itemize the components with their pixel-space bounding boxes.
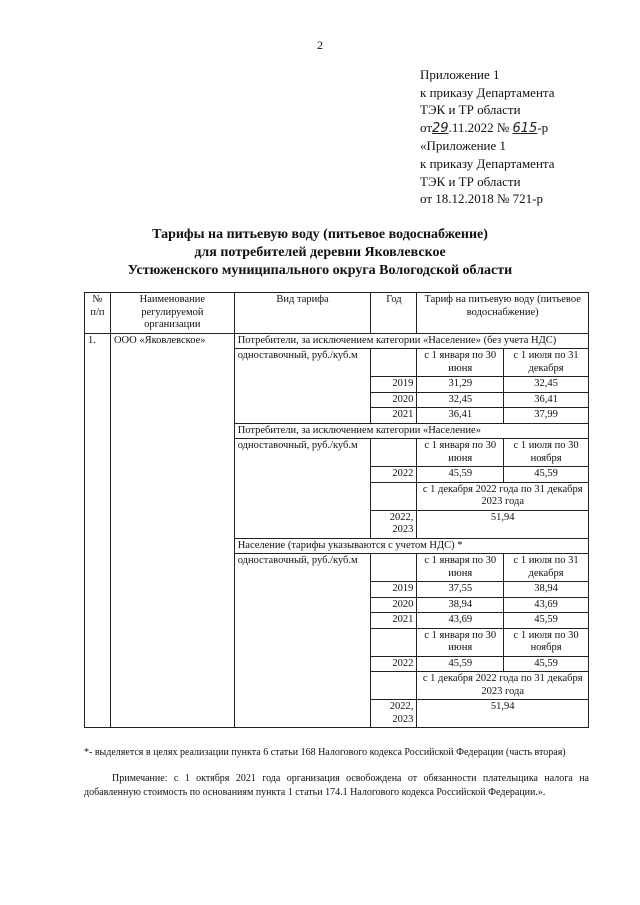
value-cell: 45,59 [504,613,589,629]
order-suffix: -р [537,119,549,135]
value-cell: 43,69 [417,613,504,629]
appendix-line: от 18.12.2018 № 721-р [420,191,543,207]
period-label: с 1 января по 30 июня [417,439,504,467]
appendix-line: Приложение 1 [420,67,500,82]
year-cell: 2021 [371,613,417,629]
header-tariff: Тариф на питьевую воду (питьевое водоснабжение) [417,293,589,334]
order-prefix: от [420,119,433,135]
empty-cell [371,349,417,377]
document-title [0,226,640,280]
empty-cell [371,554,417,582]
tariff-table [84,292,589,728]
tariff-kind: одноставочный, руб./куб.м [234,554,371,728]
handwritten-day: 29 [432,120,449,136]
value-cell: 45,59 [417,467,504,483]
org-name: ООО «Яковлевское» [110,333,234,728]
period-label: с 1 января по 30 июня [417,554,504,582]
year-cell: 2022, 2023 [371,700,417,728]
year-cell: 2020 [371,392,417,408]
value-cell: 51,94 [417,700,589,728]
period-label: с 1 января по 30 июня [417,349,504,377]
value-cell: 45,59 [504,656,589,672]
tariff-kind: одноставочный, руб./куб.м [234,349,371,424]
handwritten-number: 615 [512,120,538,136]
title-line: для потребителей деревни Яковлевское [194,245,446,260]
section-title: Потребители, за исключением категории «Население» [234,423,588,439]
page-number: 2 [317,38,323,52]
appendix-line: к приказу Департамента [420,84,555,100]
header-num: № п/п [85,293,111,334]
value-cell: 45,59 [504,467,589,483]
period-label: с 1 января по 30 июня [417,628,504,656]
period-label: с 1 июля по 31 декабря [504,349,589,377]
value-cell: 38,94 [417,597,504,613]
tariff-kind: одноставочный, руб./куб.м [234,439,371,539]
empty-cell [371,672,417,700]
year-cell: 2022 [371,656,417,672]
appendix-block [420,66,555,208]
row-number: 1. [85,333,111,728]
order-date: .11.2022 № [448,119,510,135]
period-label: с 1 декабря 2022 года по 31 декабря 2023 года [417,482,589,510]
year-cell: 2020 [371,597,417,613]
appendix-order-line [420,119,555,138]
year-cell: 2022 [371,467,417,483]
title-line: Устюженского муниципального округа Вологодской области [127,263,513,278]
value-cell: 37,99 [504,408,589,424]
value-cell: 36,41 [504,392,589,408]
appendix-line: «Приложение 1 [420,138,507,154]
value-cell: 43,69 [504,597,589,613]
period-label: с 1 июля по 30 ноября [504,439,589,467]
header-type: Вид тарифа [234,293,371,334]
appendix-line: к приказу Департамента [420,155,555,171]
value-cell: 37,55 [417,582,504,598]
year-cell: 2021 [371,408,417,424]
empty-cell [371,439,417,467]
note: Примечание: с 1 октября 2021 года организация освобождена от обязанности плательщика налога на добавленную стоимость по основаниям пункта 1 статьи 174.1 Налогового кодекса Российской Федерации.». [84,773,589,798]
section-title: Потребители, за исключением категории «Население» (без учета НДС) [234,333,588,349]
appendix-line: ТЭК и ТР области [420,102,521,118]
appendix-line: ТЭК и ТР области [420,173,521,189]
empty-cell [371,628,417,656]
table-row [85,333,589,349]
value-cell: 32,45 [417,392,504,408]
title-line: Тарифы на питьевую воду (питьевое водоснабжение) [152,227,488,242]
period-label: с 1 июля по 31 декабря [504,554,589,582]
value-cell: 31,29 [417,377,504,393]
value-cell: 51,94 [417,510,589,538]
year-cell: 2019 [371,377,417,393]
period-label: с 1 июля по 30 ноября [504,628,589,656]
value-cell: 32,45 [504,377,589,393]
table-header-row [85,293,589,334]
footnote: *- выделяется в целях реализации пункта 6 статьи 168 Налогового кодекса Российской Федерации (часть вторая) [84,747,566,758]
period-label: с 1 декабря 2022 года по 31 декабря 2023 года [417,672,589,700]
empty-cell [371,482,417,510]
section-title: Население (тарифы указываются с учетом НДС) * [234,538,588,554]
header-year: Год [371,293,417,334]
value-cell: 45,59 [417,656,504,672]
header-org: Наименование регулируемой организации [110,293,234,334]
year-cell: 2022, 2023 [371,510,417,538]
value-cell: 36,41 [417,408,504,424]
year-cell: 2019 [371,582,417,598]
value-cell: 38,94 [504,582,589,598]
